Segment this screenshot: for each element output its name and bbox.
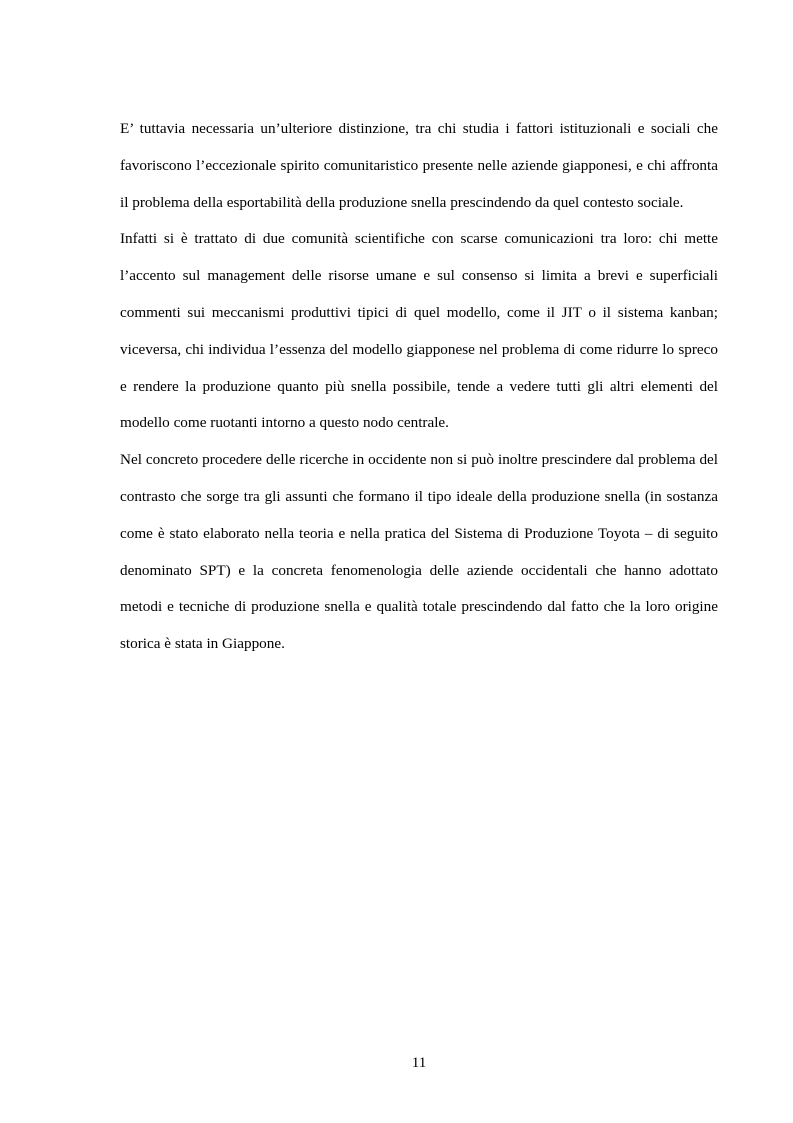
- paragraph-scientific-communities: Infatti si è trattato di due comunità scientifiche con scarse comunicazioni tra loro: chi mette l’accento sul management delle risorse umane e sul consenso si limita a brevi e superficiali commenti sui meccanismi produttivi tipici di quel modello, come il JIT o il sistema kanban; viceversa, chi individua l’essenza del modello giapponese nel problema di come ridurre lo spreco e rendere la produzione quanto più snella possibile, tende a vedere tutti gli altri elementi del modello come ruotanti intorno a questo nodo centrale.: [120, 230, 718, 432]
- page-number: 11: [411, 1054, 427, 1071]
- body-text: [120, 111, 718, 663]
- paragraph-distinction: E’ tuttavia necessaria un’ulteriore distinzione, tra chi studia i fattori istituzionali e sociali che favoriscono l’eccezionale spirito comunitaristico presente nelle aziende giapponesi, e chi affronta il problema della esportabilità della produzione snella prescindendo da quel contesto sociale.: [120, 120, 718, 211]
- paragraph-western-research: Nel concreto procedere delle ricerche in occidente non si può inoltre prescindere dal problema del contrasto che sorge tra gli assunti che formano il tipo ideale della produzione snella (in sostanza come è stato elaborato nella teoria e nella pratica del Sistema di Produzione Toyota – di seguito denominato SPT) e la concreta fenomenologia delle aziende occidentali che hanno adottato metodi e tecniche di produzione snella e qualità totale prescindendo dal fatto che la loro origine storica è stata in Giappone.: [120, 451, 718, 653]
